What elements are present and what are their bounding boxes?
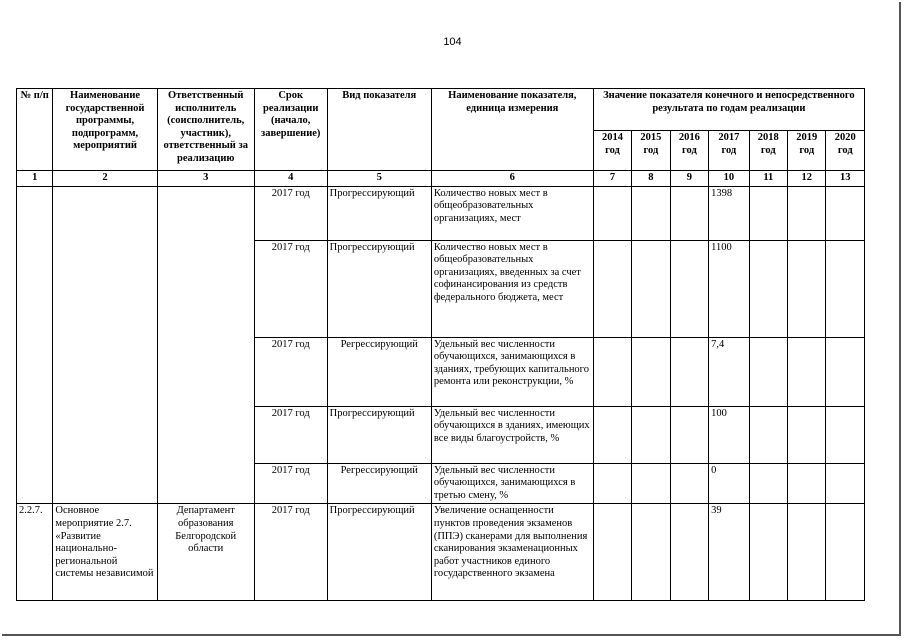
column-number: 12	[788, 171, 826, 187]
row-value: 39	[709, 504, 749, 601]
row-value	[788, 463, 826, 504]
row-value	[593, 406, 631, 463]
column-number: 6	[431, 171, 593, 187]
header-year: 2015 год	[632, 131, 670, 171]
row-value	[826, 240, 865, 337]
header-num: № п/п	[17, 89, 53, 171]
row-type: Регрессирующий	[327, 463, 431, 504]
row-value	[749, 240, 787, 337]
column-number: 3	[157, 171, 254, 187]
column-number: 1	[17, 171, 53, 187]
row-indicator: Удельный вес численности обучающихся, занимающихся в третью смену, %	[431, 463, 593, 504]
row-value	[826, 463, 865, 504]
row-value	[632, 463, 670, 504]
row-term: 2017 год	[254, 186, 327, 240]
row-value	[593, 186, 631, 240]
row-value	[788, 240, 826, 337]
row-value: 1100	[709, 240, 749, 337]
row-value	[593, 240, 631, 337]
row-value	[749, 337, 787, 406]
row-value: 7,4	[709, 337, 749, 406]
row-term: 2017 год	[254, 240, 327, 337]
row-type: Прогрессирующий	[327, 240, 431, 337]
row-value	[632, 240, 670, 337]
row-value	[826, 406, 865, 463]
page-number: 104	[443, 36, 462, 48]
header-indicator-type: Вид показателя	[327, 89, 431, 171]
row-term: 2017 год	[254, 337, 327, 406]
row-value	[632, 406, 670, 463]
row-indicator: Увеличение оснащенности пунктов проведения экзаменов (ППЭ) сканерами для выполнения сканирования экзаменационных работ участников единого государственного экзамена	[431, 504, 593, 601]
column-number: 9	[670, 171, 708, 187]
row-type: Прогрессирующий	[327, 504, 431, 601]
row-num-empty	[17, 186, 53, 504]
row-term: 2017 год	[254, 406, 327, 463]
table-row	[17, 186, 865, 240]
row-indicator: Удельный вес численности обучающихся, занимающихся в зданиях, требующих капитального ремонта или реконструкции, %	[431, 337, 593, 406]
row-value: 100	[709, 406, 749, 463]
row-value	[632, 337, 670, 406]
header-year: 2017 год	[709, 131, 749, 171]
row-value	[670, 240, 708, 337]
header-year: 2018 год	[749, 131, 787, 171]
header-name: Наименование государственной программы, подпрограмм, мероприятий	[53, 89, 157, 171]
row-value	[670, 504, 708, 601]
row-type: Прогрессирующий	[327, 406, 431, 463]
column-number: 13	[826, 171, 865, 187]
row-value	[632, 186, 670, 240]
row-term: 2017 год	[254, 504, 327, 601]
row-value	[632, 504, 670, 601]
row-name-empty	[53, 186, 157, 504]
row-value	[670, 463, 708, 504]
indicators-table	[16, 88, 865, 601]
header-year: 2014 год	[593, 131, 631, 171]
row-value: 0	[709, 463, 749, 504]
row-executor-empty	[157, 186, 254, 504]
header-term: Срок реализации (начало, завершение)	[254, 89, 327, 171]
row-value	[593, 463, 631, 504]
row-indicator: Количество новых мест в общеобразовательных организациях, введенных за счет софинансирования из средств федерального бюджета, мест	[431, 240, 593, 337]
column-number-row	[17, 171, 865, 187]
row-type: Прогрессирующий	[327, 186, 431, 240]
column-number: 2	[53, 171, 157, 187]
header-indicator-name: Наименование показателя, единица измерения	[431, 89, 593, 171]
row-indicator: Удельный вес численности обучающихся в зданиях, имеющих все виды благоустройств, %	[431, 406, 593, 463]
row-num: 2.2.7.	[17, 504, 53, 601]
row-value	[788, 406, 826, 463]
column-number: 4	[254, 171, 327, 187]
row-name: Основное мероприятие 2.7. «Развитие национально-региональной системы независимой	[53, 504, 157, 601]
row-value	[749, 504, 787, 601]
row-term: 2017 год	[254, 463, 327, 504]
row-executor: Департамент образования Белгородской области	[157, 504, 254, 601]
header-year: 2016 год	[670, 131, 708, 171]
header-year: 2020 год	[826, 131, 865, 171]
row-value	[670, 337, 708, 406]
row-value	[749, 406, 787, 463]
header-executor: Ответственный исполнитель (соисполнитель, участник), ответственный за реализацию	[157, 89, 254, 171]
row-value	[670, 186, 708, 240]
row-value	[593, 504, 631, 601]
row-type: Регрессирующий	[327, 337, 431, 406]
row-value	[826, 504, 865, 601]
row-value	[749, 463, 787, 504]
row-indicator: Количество новых мест в общеобразовательных организациях, мест	[431, 186, 593, 240]
row-value	[593, 337, 631, 406]
row-value	[826, 186, 865, 240]
row-value	[788, 337, 826, 406]
header-values-group: Значение показателя конечного и непосредственного результата по годам реализации	[593, 89, 864, 131]
row-value	[670, 406, 708, 463]
row-value	[788, 186, 826, 240]
row-value: 1398	[709, 186, 749, 240]
column-number: 8	[632, 171, 670, 187]
row-value	[788, 504, 826, 601]
column-number: 11	[749, 171, 787, 187]
column-number: 7	[593, 171, 631, 187]
header-year: 2019 год	[788, 131, 826, 171]
row-value	[826, 337, 865, 406]
row-value	[749, 186, 787, 240]
column-number: 5	[327, 171, 431, 187]
column-number: 10	[709, 171, 749, 187]
table-row	[17, 504, 865, 601]
